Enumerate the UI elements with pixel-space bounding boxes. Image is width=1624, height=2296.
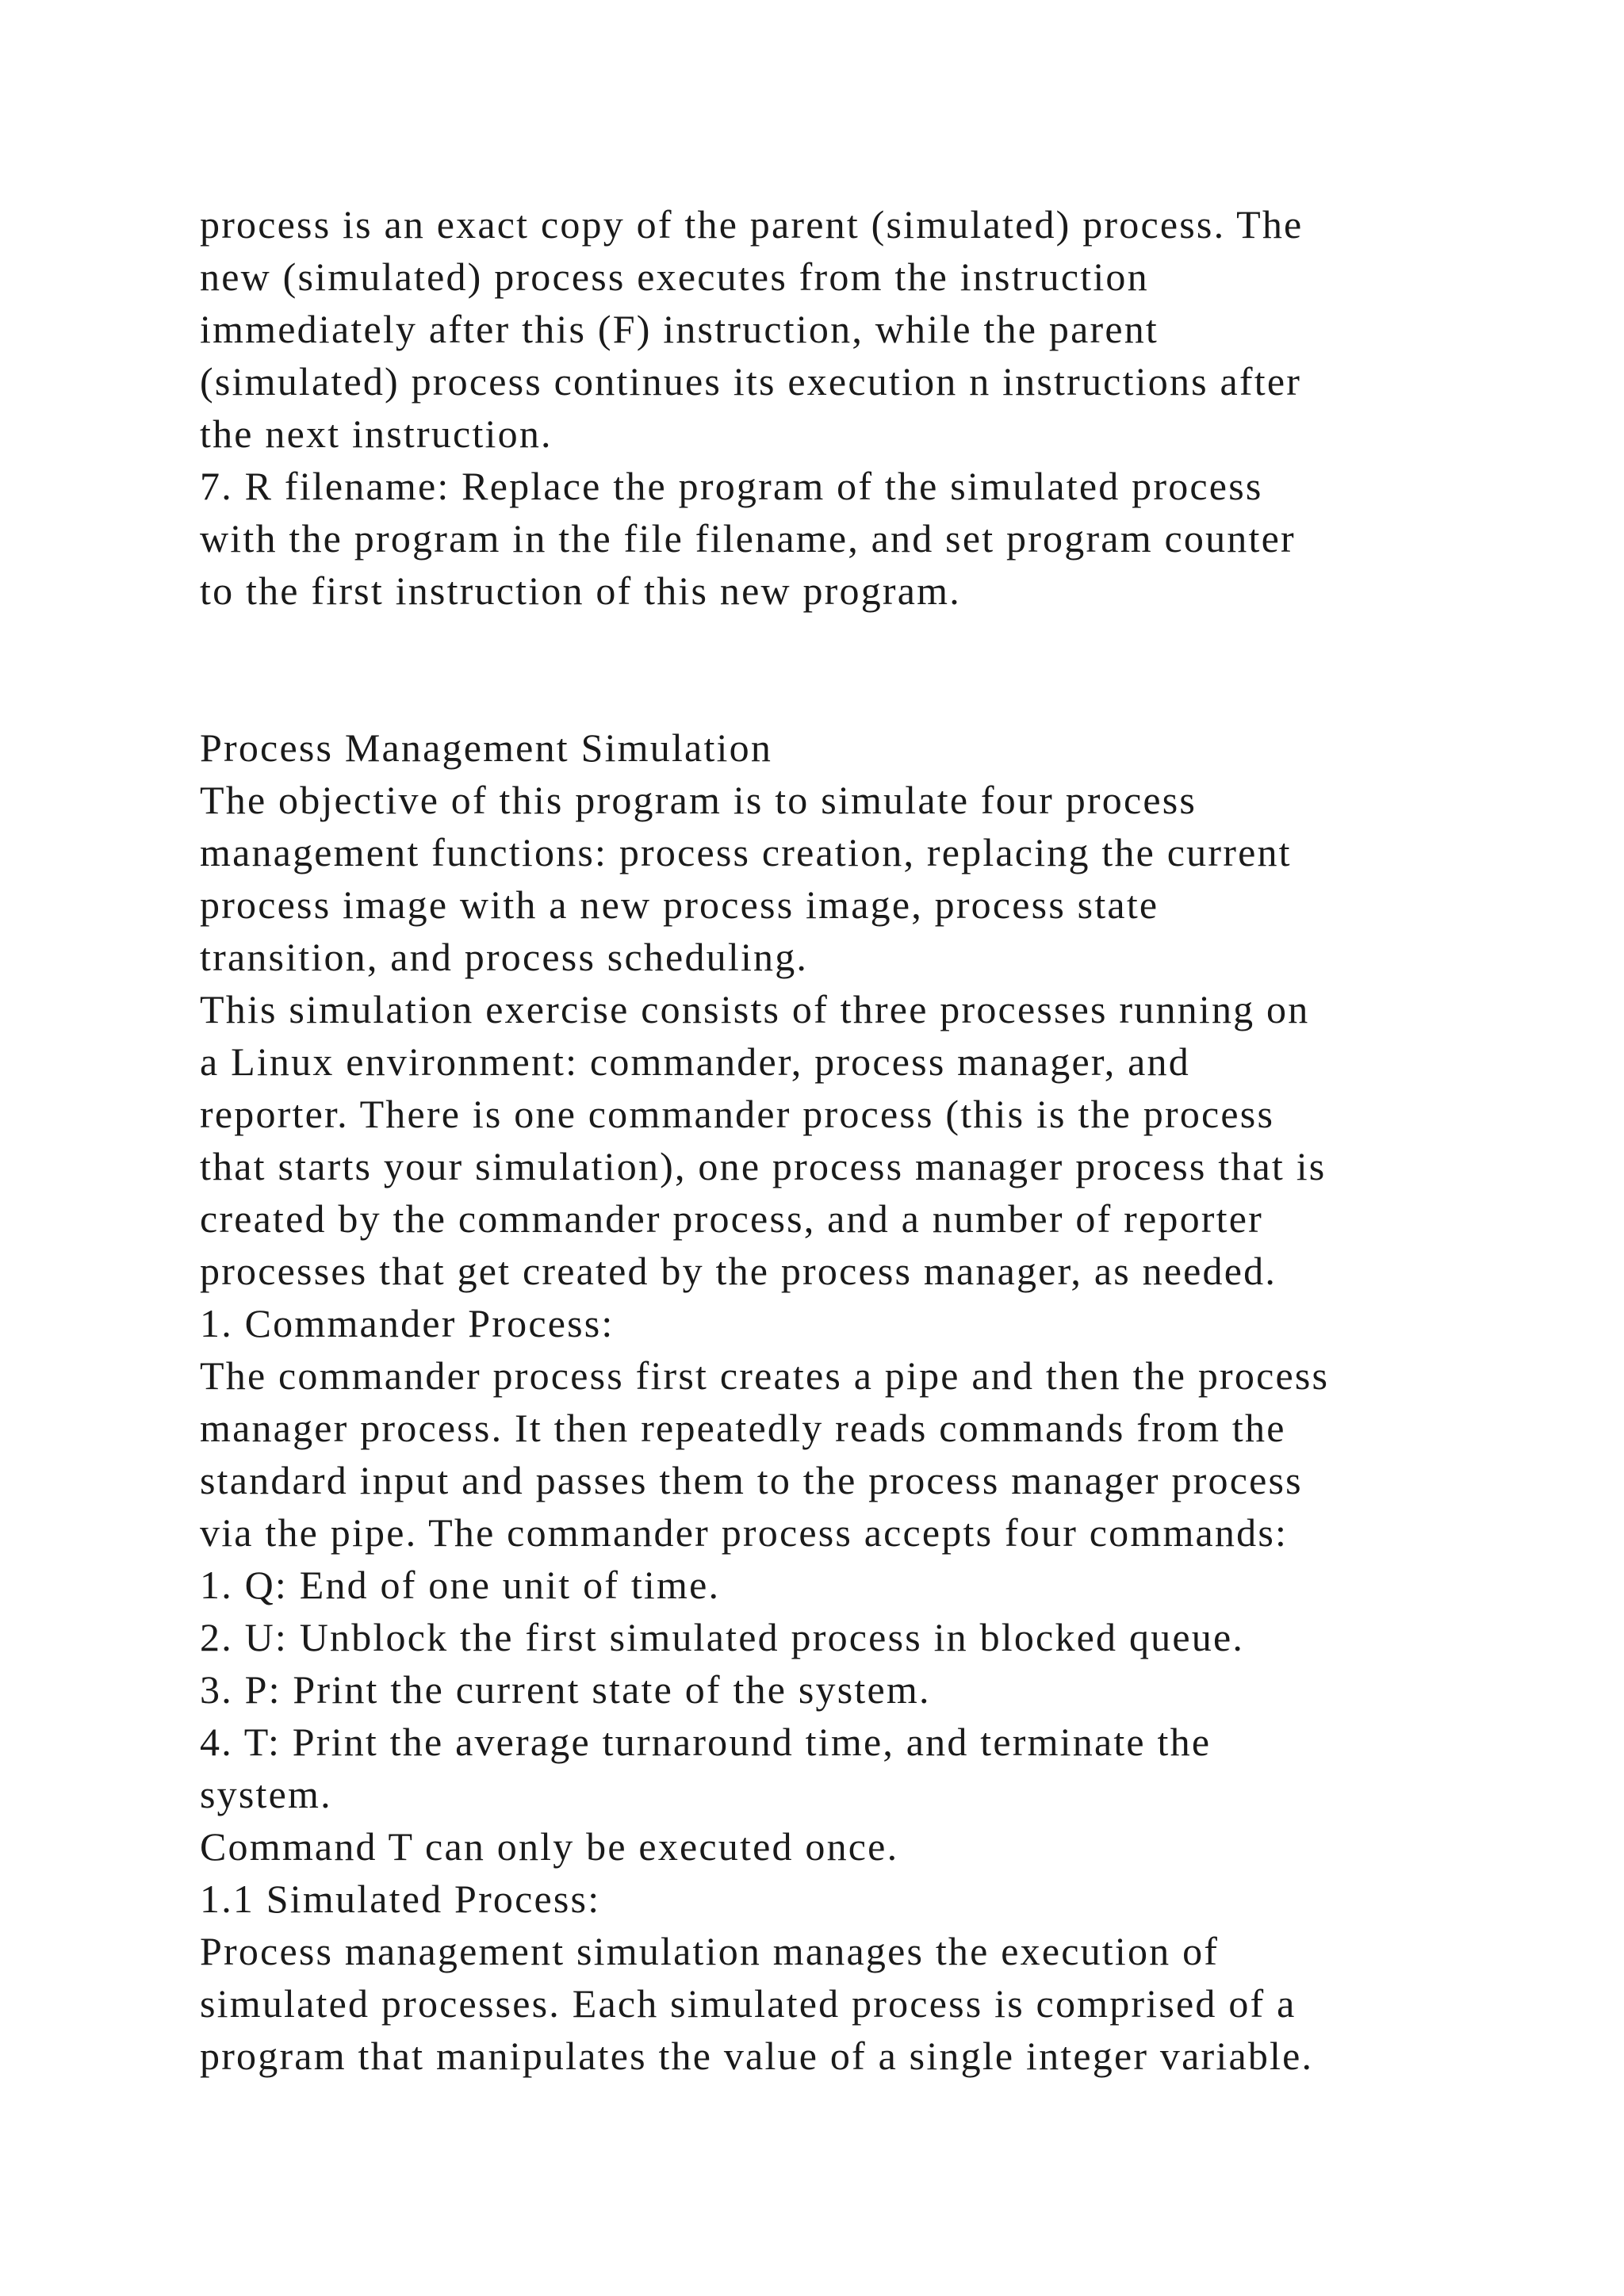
subsection-heading: 1.1 Simulated Process: bbox=[200, 1877, 601, 1921]
text-line: immediately after this (F) instruction, while the parent bbox=[200, 307, 1159, 351]
text-line: reporter. There is one commander process (this is the process bbox=[200, 1092, 1275, 1136]
text-block-process-management bbox=[200, 721, 1484, 2082]
text-line: via the pipe. The commander process accepts four commands: bbox=[200, 1510, 1289, 1555]
text-block-fork-replace bbox=[200, 198, 1484, 617]
text-line: Command T can only be executed once. bbox=[200, 1824, 899, 1869]
list-item: 3. P: Print the current state of the system. bbox=[200, 1667, 931, 1712]
text-line: with the program in the file filename, and set program counter bbox=[200, 516, 1296, 561]
text-line: 7. R filename: Replace the program of the simulated process bbox=[200, 464, 1263, 508]
text-line: created by the commander process, and a number of reporter bbox=[200, 1196, 1263, 1241]
text-line: The commander process first creates a pipe and then the process bbox=[200, 1353, 1330, 1398]
text-line: The objective of this program is to simulate four process bbox=[200, 778, 1197, 822]
text-line: standard input and passes them to the process manager process bbox=[200, 1458, 1303, 1502]
text-line: Process management simulation manages the execution of bbox=[200, 1929, 1220, 1973]
section-heading: Process Management Simulation bbox=[200, 725, 773, 770]
text-line: that starts your simulation), one process manager process that is bbox=[200, 1144, 1327, 1188]
text-line: processes that get created by the process manager, as needed. bbox=[200, 1249, 1277, 1293]
text-line: the next instruction. bbox=[200, 411, 553, 456]
text-line: a Linux environment: commander, process manager, and bbox=[200, 1039, 1190, 1084]
text-line: to the first instruction of this new program. bbox=[200, 568, 961, 613]
text-line: management functions: process creation, replacing the current bbox=[200, 830, 1292, 874]
text-line: new (simulated) process executes from the instruction bbox=[200, 254, 1149, 299]
list-item: 2. U: Unblock the first simulated process in blocked queue. bbox=[200, 1615, 1245, 1659]
text-line: simulated processes. Each simulated process is comprised of a bbox=[200, 1981, 1297, 2026]
text-line: transition, and process scheduling. bbox=[200, 935, 809, 979]
list-item: 1. Q: End of one unit of time. bbox=[200, 1563, 721, 1607]
text-line: program that manipulates the value of a single integer variable. bbox=[200, 2034, 1314, 2078]
list-item: 4. T: Print the average turnaround time, and terminate the bbox=[200, 1720, 1212, 1764]
text-line: process is an exact copy of the parent (simulated) process. The bbox=[200, 202, 1304, 247]
text-line: process image with a new process image, process state bbox=[200, 882, 1159, 927]
text-line: (simulated) process continues its execution n instructions after bbox=[200, 359, 1302, 404]
subsection-heading: 1. Commander Process: bbox=[200, 1301, 615, 1345]
text-line: This simulation exercise consists of three processes running on bbox=[200, 987, 1310, 1031]
text-line: system. bbox=[200, 1772, 332, 1816]
text-line: manager process. It then repeatedly reads commands from the bbox=[200, 1406, 1286, 1450]
